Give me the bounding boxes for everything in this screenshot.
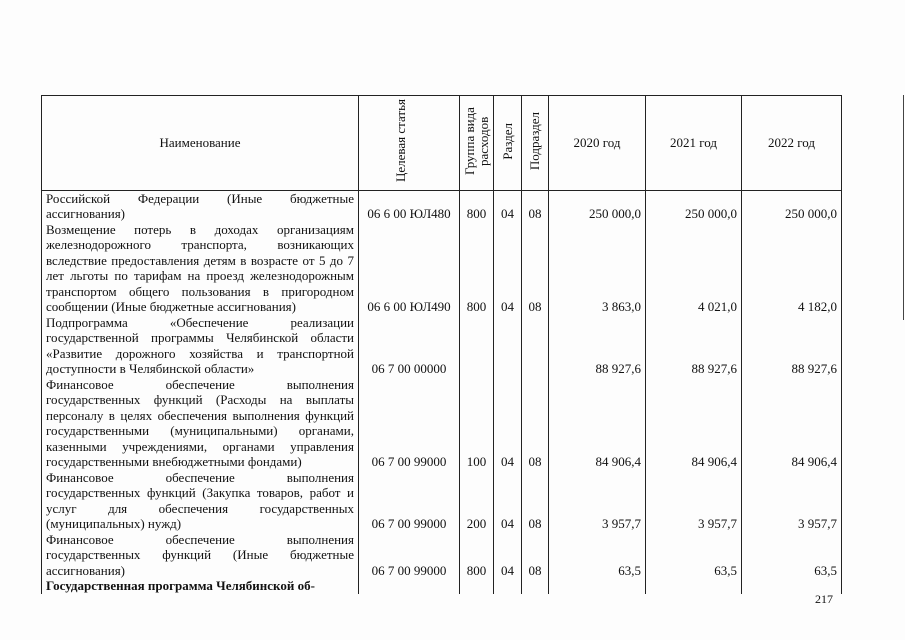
- table-row: [42, 578, 842, 594]
- row-section: 04: [494, 222, 522, 315]
- header-2022: 2022 год: [742, 96, 842, 191]
- row-target-article: 06 7 00 99000: [359, 470, 460, 532]
- row-2020: 250 000,0: [549, 190, 646, 222]
- row-empty-cell: [359, 578, 460, 594]
- row-section: [494, 315, 522, 377]
- row-empty-cell: [460, 578, 494, 594]
- row-target-article: 06 7 00 00000: [359, 315, 460, 377]
- row-subsection: 08: [522, 222, 549, 315]
- row-2021: 84 906,4: [646, 377, 742, 470]
- table-row: [42, 222, 842, 315]
- row-name: Возмещение потерь в доходах организациям железнодорожного транспорта, возникающих вследствие предоставления детям в возрасте от 5 до 7 лет льготы по тарифам на проезд железнодорожным транспортом общего пользования в пригородном сообщении (Иные бюджетные ассигнования): [42, 222, 359, 315]
- table-row: [42, 190, 842, 222]
- row-2022: 4 182,0: [742, 222, 842, 315]
- row-name: Финансовое обеспечение выполнения государственных функций (Иные бюджетные ассигнования): [42, 532, 359, 579]
- row-2022: 84 906,4: [742, 377, 842, 470]
- header-target-article: Целевая статья: [359, 96, 460, 191]
- row-section: 04: [494, 377, 522, 470]
- row-2022: 3 957,7: [742, 470, 842, 532]
- row-subsection: [522, 315, 549, 377]
- budget-table: [41, 95, 842, 594]
- table-row: [42, 377, 842, 470]
- scan-edge-line: [903, 95, 904, 320]
- row-2020: 63,5: [549, 532, 646, 579]
- row-2021: 3 957,7: [646, 470, 742, 532]
- row-2021: 4 021,0: [646, 222, 742, 315]
- row-name: Финансовое обеспечение выполнения государственных функций (Закупка товаров, работ и услуг для обеспечения государственных (муниципальных) нужд): [42, 470, 359, 532]
- table-row: [42, 532, 842, 579]
- row-2022: 63,5: [742, 532, 842, 579]
- header-2021: 2021 год: [646, 96, 742, 191]
- row-empty-cell: [494, 578, 522, 594]
- row-name: Государственная программа Челябинской об-: [42, 578, 359, 594]
- row-2021: 250 000,0: [646, 190, 742, 222]
- row-target-article: 06 6 00 ЮЛ480: [359, 190, 460, 222]
- page-number: 217: [815, 592, 833, 606]
- row-empty-cell: [549, 578, 646, 594]
- table-header-row: [42, 96, 842, 191]
- row-section: 04: [494, 470, 522, 532]
- row-expense-group: 100: [460, 377, 494, 470]
- header-expense-group: Группа вида расходов: [460, 96, 494, 191]
- row-expense-group: 800: [460, 190, 494, 222]
- row-name: Подпрограмма «Обеспечение реализации государственной программы Челябинской области «Развитие дорожного хозяйства и транспортной доступности в Челябинской области»: [42, 315, 359, 377]
- row-expense-group: [460, 315, 494, 377]
- row-expense-group: 800: [460, 222, 494, 315]
- row-subsection: 08: [522, 377, 549, 470]
- row-2020: 88 927,6: [549, 315, 646, 377]
- row-empty-cell: [522, 578, 549, 594]
- row-2020: 3 863,0: [549, 222, 646, 315]
- row-section: 04: [494, 532, 522, 579]
- row-target-article: 06 6 00 ЮЛ490: [359, 222, 460, 315]
- row-2021: 88 927,6: [646, 315, 742, 377]
- row-subsection: 08: [522, 470, 549, 532]
- table-row: [42, 470, 842, 532]
- row-2022: 250 000,0: [742, 190, 842, 222]
- row-empty-cell: [646, 578, 742, 594]
- row-subsection: 08: [522, 190, 549, 222]
- header-subsection: Подраздел: [522, 96, 549, 191]
- row-expense-group: 200: [460, 470, 494, 532]
- row-2020: 3 957,7: [549, 470, 646, 532]
- row-target-article: 06 7 00 99000: [359, 532, 460, 579]
- row-subsection: 08: [522, 532, 549, 579]
- row-2022: 88 927,6: [742, 315, 842, 377]
- row-name: Финансовое обеспечение выполнения государственных функций (Расходы на выплаты персоналу в целях обеспечения выполнения функций государственными (муниципальными) органами, казенными учреждениями, органами управления государственными внебюджетными фондами): [42, 377, 359, 470]
- row-target-article: 06 7 00 99000: [359, 377, 460, 470]
- row-section: 04: [494, 190, 522, 222]
- row-2021: 63,5: [646, 532, 742, 579]
- row-name: Российской Федерации (Иные бюджетные ассигнования): [42, 190, 359, 222]
- header-section: Раздел: [494, 96, 522, 191]
- row-expense-group: 800: [460, 532, 494, 579]
- header-2020: 2020 год: [549, 96, 646, 191]
- row-2020: 84 906,4: [549, 377, 646, 470]
- header-name: Наименование: [42, 96, 359, 191]
- table-row: [42, 315, 842, 377]
